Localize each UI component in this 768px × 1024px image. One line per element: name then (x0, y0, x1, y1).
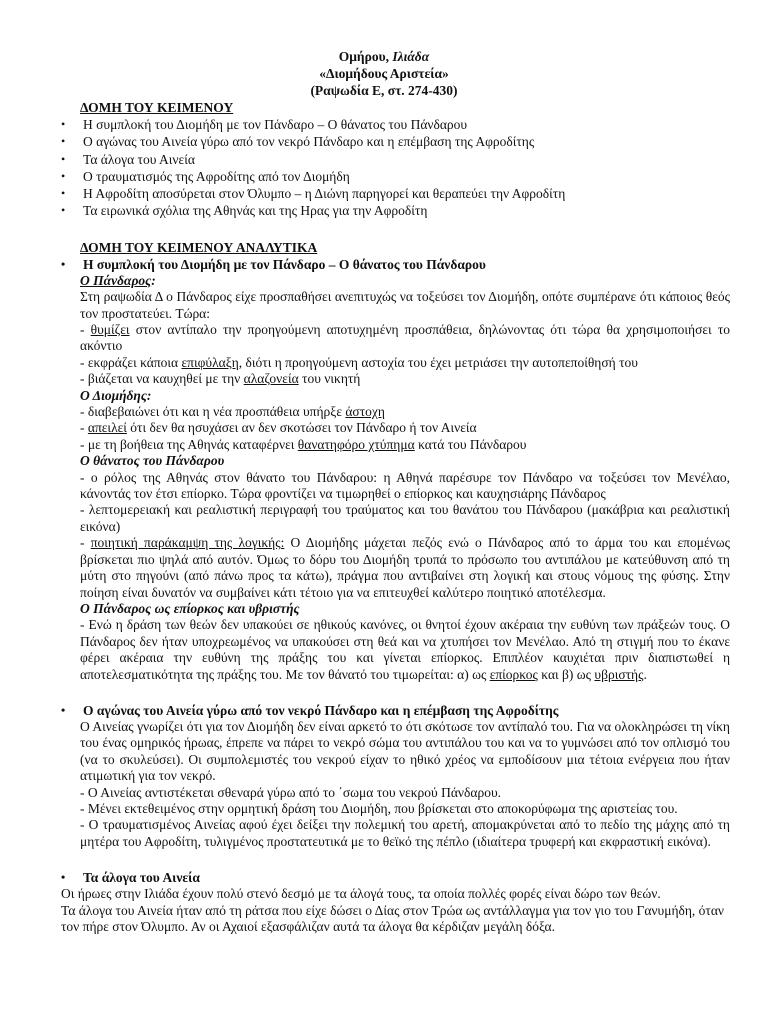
pandaros-point-2: - εκφράζει κάποια επιφύλαξη, διότι η προηγούμενη αστοχία του έχει μετριάσει την αυτοπεποίθησή του (80, 354, 638, 370)
list-item: • Τα άλογα του Αινεία (61, 151, 195, 167)
pandaros-subheading: Ο Πάνδαρος: (80, 272, 156, 288)
document-page (0, 48, 768, 935)
death-point-2: - λεπτομερειακή και ρεαλιστική περιγραφή του τραύματος και του θανάτου του Πάνδαρου (μακάβρια και ρεαλιστική εικόνα) (80, 502, 730, 534)
bullet-icon: • (61, 870, 66, 885)
oath-paragraph: - Ενώ η δράση των θεών δεν υπακούει σε ηθικούς κανόνες, οι θνητοί έχουν ακέραια την ευθύνη των πράξεών τους. Ο Πάνδαρος δεν ήταν υποχρεωμένος να υπακούσει στη θεά και να χτυπήσει τον Μενέλαο. Από τη στιγμή που το έκανε φέρει ακέραια την ευθύνη της πράξης του και γίνεται επίορκος. Επιπλέον καυχιέται πριν διαπιστωθεί η αποτελεσματικότητα της πράξης του. Με τον θάνατό του τιμωρείται: α) ως επίορκος και β) ως υβριστής. (80, 617, 730, 682)
bullet-icon: • (61, 256, 66, 271)
title-line-3: (Ραψωδία Ε, στ. 274-430) (310, 83, 458, 98)
diomidis-point-3: - με τη βοήθεια της Αθηνάς καταφέρνει θανατηφόρο χτύπημα κατά του Πάνδαρου (80, 436, 527, 452)
death-subheading: Ο θάνατος του Πάνδαρου (80, 453, 225, 469)
section2-point-2: - Μένει εκτεθειμένος στην ορμητική δράση του Διομήδη, που βρίσκεται στο αποκορύφωμα της αριστείας του. (80, 800, 678, 816)
structure-heading: ΔΟΜΗ ΤΟΥ ΚΕΙΜΕΝΟΥ (80, 100, 234, 115)
bullet-icon: • (61, 117, 66, 131)
death-point-1: - ο ρόλος της Αθηνάς στον θάνατο του Πάνδαρου: η Αθηνά παρέσυρε τον Πάνδαρο να τοξεύσει τον Μενέλαο, κάνοντάς τον έτσι επίορκο. Τώρα φροντίζει να τιμωρηθεί ο επίορκος και καυχησιάρης Πάνδαρος (80, 469, 730, 502)
section1-title: • Η συμπλοκή του Διομήδη με τον Πάνδαρο – Ο θάνατος του Πάνδαρου (61, 256, 486, 272)
section3-paragraph-1: Οι ήρωες στην Ιλιάδα έχουν πολύ στενό δεσμό με τα άλογά τους, τα οποία πολλές φορές είναι δώρο των θεών. (61, 886, 661, 902)
list-item: • Ο τραυματισμός της Αφροδίτης από τον Διομήδη (61, 168, 350, 184)
diomidis-subheading: Ο Διομήδης: (80, 387, 152, 403)
bullet-icon: • (61, 203, 66, 218)
oath-subheading: Ο Πάνδαρος ως επίορκος και υβριστής (80, 600, 300, 616)
bullet-icon: • (61, 151, 66, 166)
list-item: • Τα ειρωνικά σχόλια της Αθηνάς και της Ηρας για την Αφροδίτη (61, 203, 428, 219)
title-line-2: «Διομήδους Αριστεία» (319, 66, 449, 81)
list-item: • Η συμπλοκή του Διομήδη με τον Πάνδαρο – Ο θάνατος του Πάνδαρου (61, 117, 468, 132)
diomidis-point-2: - απειλεί ότι δεν θα ησυχάσει αν δεν σκοτώσει τον Πάνδαρο ή τον Αινεία (80, 420, 477, 436)
title-line-1: Ομήρου, Ιλιάδα (338, 49, 430, 64)
pandaros-paragraph: Στη ραψωδία Δ ο Πάνδαρος είχε προσπαθήσει ανεπιτυχώς να τοξεύσει τον Διομήδη, οπότε συμπέρανε ότι κάποιος θεός τον προστατεύει. Τώρα: (80, 289, 730, 321)
section2-paragraph-1: Ο Αινείας γνωρίζει ότι για τον Διομήδη δεν είναι αρκετό το ότι σκότωσε τον αντίπαλό του. Για να ολοκληρώσει τη νίκη του ένας ομηρικός ήρωας, έπρεπε να πάρει το νεκρό σώμα του αντιπάλου του και να το γυμνώσει από τον οπλισμό του (να το σκυλεύσει). Οι συμπολεμιστές του νεκρού είχαν το ηθικό χρέος να εμποδίσουν μια τέτοια ενέργεια που ήταν ατιμωτική για τον νεκρό. (80, 718, 730, 784)
bullet-icon: • (61, 134, 66, 149)
analysis-heading: ΔΟΜΗ ΤΟΥ ΚΕΙΜΕΝΟΥ ΑΝΑΛΥΤΙΚΑ (80, 239, 318, 255)
structure-list (0, 116, 768, 220)
section3-title: • Τα άλογα του Αινεία (61, 870, 200, 886)
diomidis-point-1: - διαβεβαιώνει ότι και η νέα προσπάθεια υπήρξε άστοχη (80, 404, 385, 420)
title-italic: Ιλιάδα (392, 49, 430, 64)
death-point-3: - ποιητική παράκαμψη της λογικής: Ο Διομήδης μάχεται πεζός ενώ ο Πάνδαρος από το άρμα του και επομένως βρίσκεται πιο ψηλά από αυτόν. Όμως το δόρυ του Διομήδη τρυπά το πρόσωπο του αντιπάλου με κατεύθυνση από τη μύτη στο πηγούνι (από πάνω προς τα κάτω), πράγμα που αντιβαίνει στη λογική και στους νόμους της φύσης. Στην ποίηση είναι δυνατόν να συμβαίνει κάτι τέτοιο για να επιτευχθεί καλύτερο ποιητικό αποτέλεσμα. (80, 535, 730, 600)
section3-paragraph-2: Τα άλογα του Αινεία ήταν από τη ράτσα που είχε δώσει ο Δίας στον Τρώα ως αντάλλαγμα για τον γιο του Γανυμήδη, όταν τον πήρε στον Όλυμπο. Αν οι Αχαιοί εξασφάλιζαν αυτά τα άλογα θα κέρδιζαν μεγάλη δόξα. (61, 902, 725, 934)
list-item: • Η Αφροδίτη αποσύρεται στον Όλυμπο – η Διώνη παρηγορεί και θεραπεύει την Αφροδίτη (61, 186, 566, 202)
document-header (0, 48, 768, 99)
section2-title: • Ο αγώνας του Αινεία γύρω από τον νεκρό Πάνδαρο και η επέμβαση της Αφροδίτης (61, 702, 559, 718)
bullet-icon: • (61, 702, 66, 717)
section2-point-3: - Ο τραυματισμένος Αινείας αφού έχει δείξει την πολεμική του αρετή, απομακρύνεται από το πεδίο της μάχης από τη μητέρα του Αφροδίτη, τυλιγμένος προστατευτικά με το θεϊκό της πέπλο (ιδιαίτερα τρυφερή και εκφραστική εικόνα). (80, 817, 730, 849)
bullet-icon: • (61, 186, 66, 201)
list-item: • Ο αγώνας του Αινεία γύρω από τον νεκρό Πάνδαρο και η επέμβαση της Αφροδίτης (61, 134, 535, 150)
pandaros-point-3: - βιάζεται να καυχηθεί με την αλαζονεία του νικητή (80, 371, 361, 387)
section2-point-1: - Ο Αινείας αντιστέκεται σθεναρά γύρω από το ΄σωμα του νεκρού Πάνδαρου. (80, 784, 502, 800)
pandaros-point-1: - θυμίζει στον αντίπαλο την προηγούμενη αποτυχημένη προσπάθεια, δηλώνοντας ότι τώρα θα χρησιμοποιήσει το ακόντιο (80, 322, 730, 354)
bullet-icon: • (61, 168, 66, 183)
